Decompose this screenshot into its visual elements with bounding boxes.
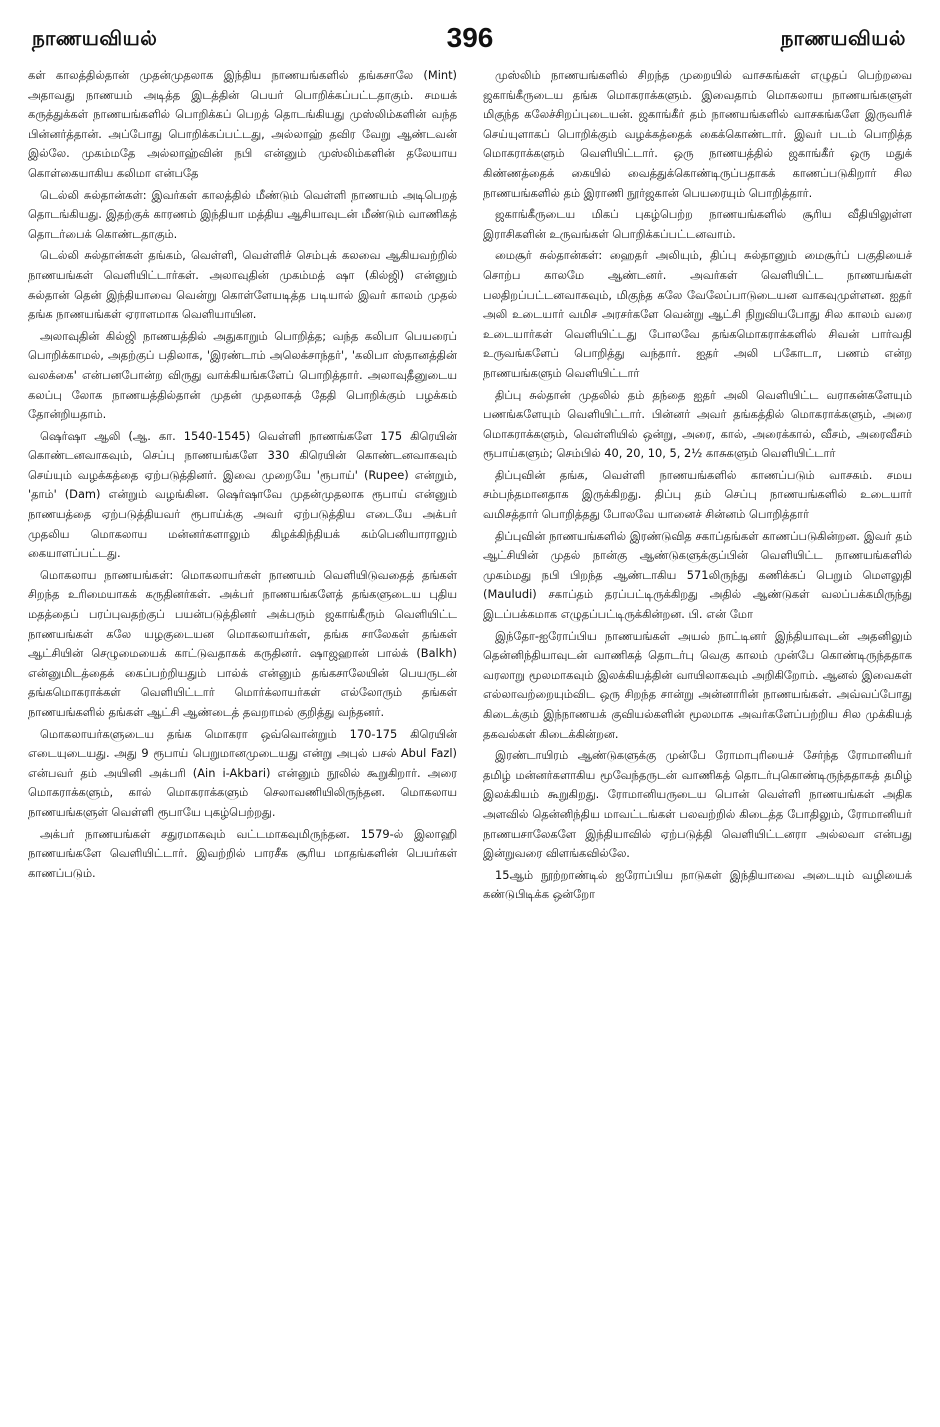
paragraph: திப்புவின் நாணயங்களில் இரண்டுவித சகாப்தங்கள் காணப்படுகின்றன. இவர் தம் ஆட்சியின் முதல் நான்கு ஆண்டுகளுக்குப்பின் வெளியிட்ட நாணயங்களில் முகம்மது நபி பிறந்த ஆண்டாகிய 571லிருந்து கணிக்கப் பெறும் மௌலுதி (Mauludi) சகாப்தம் தரப்பட்டிருக்கிறது அதில் ஆண்டுகள் வலப்பக்கமிருந்து இடப்பக்கமாக எழுதப்பட்டிருக்கின்றன. பி. என் மோ [483, 528, 912, 622]
paragraph: முஸ்லிம் நாணயங்களில் சிறந்த முறையில் வாசகங்கள் எழுதப் பெற்றவை ஜகாங்கீருடைய தங்க மொகராக்களும். இவைதாம் மொகலாய நாணயங்களுள் மிகுந்த கலேச்சிறப்புடையன். ஜகாங்கீர் தம் நாணயங்களில் வாசகங்களே இருவரிச் செய்யுளாகப் பொறிக்கும் வழக்கத்தைக் கைக்கொண்டார். இவர் படம் பொறித்த மொகராக்களும் வெளியிட்டார். ஒரு நாணயத்தில் ஜகாங்கீர் ஒரு மதுக் கிண்ணத்தைக் கையில் வைத்துக்கொண்டிருப்பதாகக் காணப்படுகிறார் சில நாணயங்களில் தம் இராணி நூர்ஜகான் பெயரையும் பொறித்தார். [483, 68, 912, 200]
paragraph: அக்பர் நாணயங்கள் சதுரமாகவும் வட்டமாகவுமிருந்தன. 1579-ல் இலாஹி நாணயங்களே வெளியிட்டார். இவற்றில் பாரசீக சூரிய மாதங்களின் பெயர்கள் காணப்படும். [28, 826, 457, 880]
paragraph: டெல்லி சுல்தான்கள்: இவர்கள் காலத்தில் மீண்டும் வெள்ளி நாணயம் அடிபெறத் தொடங்கியது. இதற்குக் காரணம் இந்தியா மத்திய ஆசியாவுடன் மீண்டும் வாணிகத் தொடர்பைக் கொண்டதாகும். [28, 187, 457, 241]
paragraph: இரண்டாயிரம் ஆண்டுகளுக்கு முன்பே ரோமாபுரியைச் சேர்ந்த ரோமானியர் தமிழ் மன்னர்களாகிய மூவேந்தருடன் வாணிகத் தொடர்புகொண்டிருந்ததாகத் தமிழ் இலக்கியம் கூறுகிறது. ரோமானியருடைய பொன் வெள்ளி நாணயங்கள் அதிக அளவில் தென்னிந்திய மாவட்டங்கள் பலவற்றில் கிடைத்த போதிலும், ரோமானியர் நாணயசாலேகளே இந்தியாவில் ஏற்படுத்தி வெளியிட்டனரா அல்லவா என்பது இன்றுவரை விளங்கவில்லே. [483, 748, 912, 861]
page-number: 396 [446, 22, 494, 53]
running-title-left: நாணயவியல் [32, 26, 158, 50]
paragraph: அலாவுதின் கில்ஜி நாணயத்தில் அதுகாறும் பொறித்த; வந்த கலிபா பெயரைப் பொறிக்காமல், அதற்குப் பதிலாக, 'இரண்டாம் அலெக்சாந்தர்', 'கலிபா ஸ்தானத்தின் வலக்கை' என்பனபோன்ற விருது வாக்கியங்களேப் பொறித்தார். அலாவுதீனுடைய கலப்பு லோக நாணயத்தில்தான் முதன் முதலாகத் தேதி பொறிக்கும் பழக்கம் தோன்றியதாம். [28, 328, 457, 422]
right-column [483, 66, 912, 1396]
paragraph: ஜகாங்கீருடைய மிகப் புகழ்பெற்ற நாணயங்களில் சூரிய வீதியிலுள்ள இராசிகளின் உருவங்கள் பொறிக்கப்பட்டனவாம். [483, 207, 912, 241]
section-paragraph: இந்தோ-ஐரோப்பிய நாணயங்கள் அயல் நாட்டினர் இந்தியாவுடன் அதனிலும் தென்னிந்தியாவுடன் வாணிகத் தொடர்பு வெகு காலம் முன்பே கொண்டிருந்ததாக வரலாறு மூலமாகவும் இலக்கியத்தின் வாயிலாகவும் அறிகிறோம். ஆனல் இவைகள் எல்லாவற்றையும்விட ஒரு சிறந்த சான்று அன்னாரின் நாணயங்கள். அவ்வப்போது கிடைக்கும் இந்நாணயக் குவியல்களின் மூலமாக அவர்களேப்பற்றிய சில முக்கியத் தகவல்கள் கிடைக்கின்றன. [483, 628, 912, 741]
left-column [28, 66, 457, 1396]
paragraph: கள் காலத்தில்தான் முதன்முதலாக இந்திய நாணயங்களில் தங்கசாலே (Mint) அதாவது நாணயம் அடித்த இடத்தின் பெயர் பொறிக்கப்பட்டதாகும். சமயக் கருத்துக்கள் நாணயங்களில் பொறிக்கப் பெறத் தொடங்கியது முஸ்லிம்களின் வந்த பின்னர்த்தான். அப்போது பொறிக்கப்பட்டது, அல்லாஹ் தவிர வேறு ஆண்டவன் இல்லே. முகம்மதே அல்லாஹ்வின் நபி என்னும் முஸ்லிம்களின் தலேயாய கொள்கையாகிய கலிமா என்பதே [28, 68, 457, 180]
running-title-right: நாணயவியல் [780, 26, 906, 50]
page-header [28, 22, 912, 66]
paragraph: ஷெர்ஷா ஆலி (ஆ. கா. 1540-1545) வெள்ளி நாணங்களே 175 கிரெயின் கொண்டனவாகவும், செப்பு நாணயங்களே 330 கிரெயின் கொண்டனவாகவும் செய்யும் வழக்கத்தை ஏற்படுத்தினர். இவை முறையே 'ரூபாய்' (Rupee) என்றும், 'தாம்' (Dam) என்றும் வழங்கின. ஷெர்ஷாவே முதன்முதலாக ரூபாய் என்னும் நாணயத்தை ஏற்படுத்தியவர் ரூபாய்க்கு அவர் ஏற்படுத்திய எடையே அக்பர் முதலிய மொகலாய மன்னர்களாலும் கிழக்கிந்தியக் கம்பெனியாராலும் கையாளப்பட்டது. [28, 428, 457, 561]
paragraph: மொகலாய நாணயங்கள்: மொகலாயர்கள் நாணயம் வெளியிடுவதைத் தங்கள் சிறந்த உரிமையாகக் கருதினர்கள். அக்பர் நாணயங்களேத் தங்களுடைய புதிய மதத்தைப் பரப்புவதற்குப் பயன்படுத்தினர் அக்பரும் ஜகாங்கீரும் வெளியிட்ட நாணயங்கள் கலே யழகுடையன மொகலாயர்கள், தங்க சாலேகள் தங்கள் ஆட்சியின் செழுமையைக் காட்டுவதாகக் கருதினர். ஷாஜஹான் பால்க் (Balkh) என்னுமிடத்தைக் கைப்பற்றியதும் பால்க் என்னும் தங்கசாலேயின் பெயருடன் தங்கமொகராக்கள் வெளியிட்டார் மொர்க்லாயர்கள் எல்லோரும் தங்கள் நாணயங்களில் தங்கள் ஆட்சி ஆண்டைத் தவறாமல் குறித்து வந்தனர். [28, 567, 457, 719]
paragraph: டெல்லி சுல்தான்கள் தங்கம், வெள்ளி, வெள்ளிச் செம்புக் கலவை ஆகியவற்றில் நாணயங்கள் வெளியிட்டார்கள். அலாவுதின் முகம்மத் ஷா (கில்ஜி) என்னும் சுல்தான் தென் இந்தியாவை வென்று கொள்ளேயடித்த படியால் இவர் காலம் முதல் தங்க நாணயங்கள் ஏராளமாக வெளியாயின. [28, 248, 457, 322]
paragraph: மைசூர் சுல்தான்கள்: ஹைதர் அலியும், திப்பு சுல்தானும் மைசூர்ப் பகுதியைச் சொற்ப காலமே ஆண்டனர். அவர்கள் வெளியிட்ட நாணயங்கள் பலதிறப்பட்டனவாகவும், மிகுந்த கலே வேலேப்பாடுடையன வாகவுமுள்ளன. ஐதர் அலி உடையார் வமிச அரசர்களே வென்று ஆட்சி நிறுவியபோது சில காலம் வரை உடையார்கள் வெளியிட்டது போலவே தங்கமொகராக்களில் சிவன் பார்வதி உருவங்களேப் பொறித்து வந்தார். ஐதர் அலி பகோடா, பணம் என்ற நாணயங்களும் வெளியிட்டார் [483, 248, 912, 380]
paragraph: திப்பு சுல்தான் முதலில் தம் தந்தை ஐதர் அலி வெளியிட்ட வராகன்களேயும் பணங்களேயும் வெளியிட்டார். பின்னர் அவர் தங்கத்தில் மொகராக்களும், அரை மொகராக்களும், வெள்ளியில் ஒன்று, அரை, கால், அரைக்கால், வீசம், அரைவீசம் ரூபாய்களும்; செம்பில் 40, 20, 10, 5, 2½ காசுகளும் வெளியிட்டார் [483, 387, 912, 461]
paragraph: மொகலாயர்களுடைய தங்க மொகரா ஒவ்வொன்றும் 170-175 கிரெயின் எடையுடையது. அது 9 ரூபாய் பெறுமானமுடையது என்று அபுல் பசல் Abul Fazl) என்பவர் தம் அயினி அக்பரி (Ain i-Akbari) என்னும் நூலில் கூறுகிறார். அரை மொகராக்களும், கால் மொகராக்களும் செலாவணியிலிருந்தன. மொகலாய நாணயங்களுள் வெள்ளி ரூபாயே புகழ்பெற்றது. [28, 726, 457, 819]
paragraph: 15ஆம் நூற்றாண்டில் ஐரோப்பிய நாடுகள் இந்தியாவை அடையும் வழியைக் கண்டுபிடிக்க ஒன்றோ [483, 867, 912, 902]
text-columns [28, 66, 912, 1396]
paragraph: திப்புவின் தங்க, வெள்ளி நாணயங்களில் காணப்படும் வாசகம். சமய சம்பந்தமானதாக இருக்கிறது. திப்பு தம் செப்பு நாணயங்களில் உடையார் வமிசத்தார் பொறித்தது போலவே யானைச் சின்னம் பொறித்தார் [483, 467, 912, 522]
